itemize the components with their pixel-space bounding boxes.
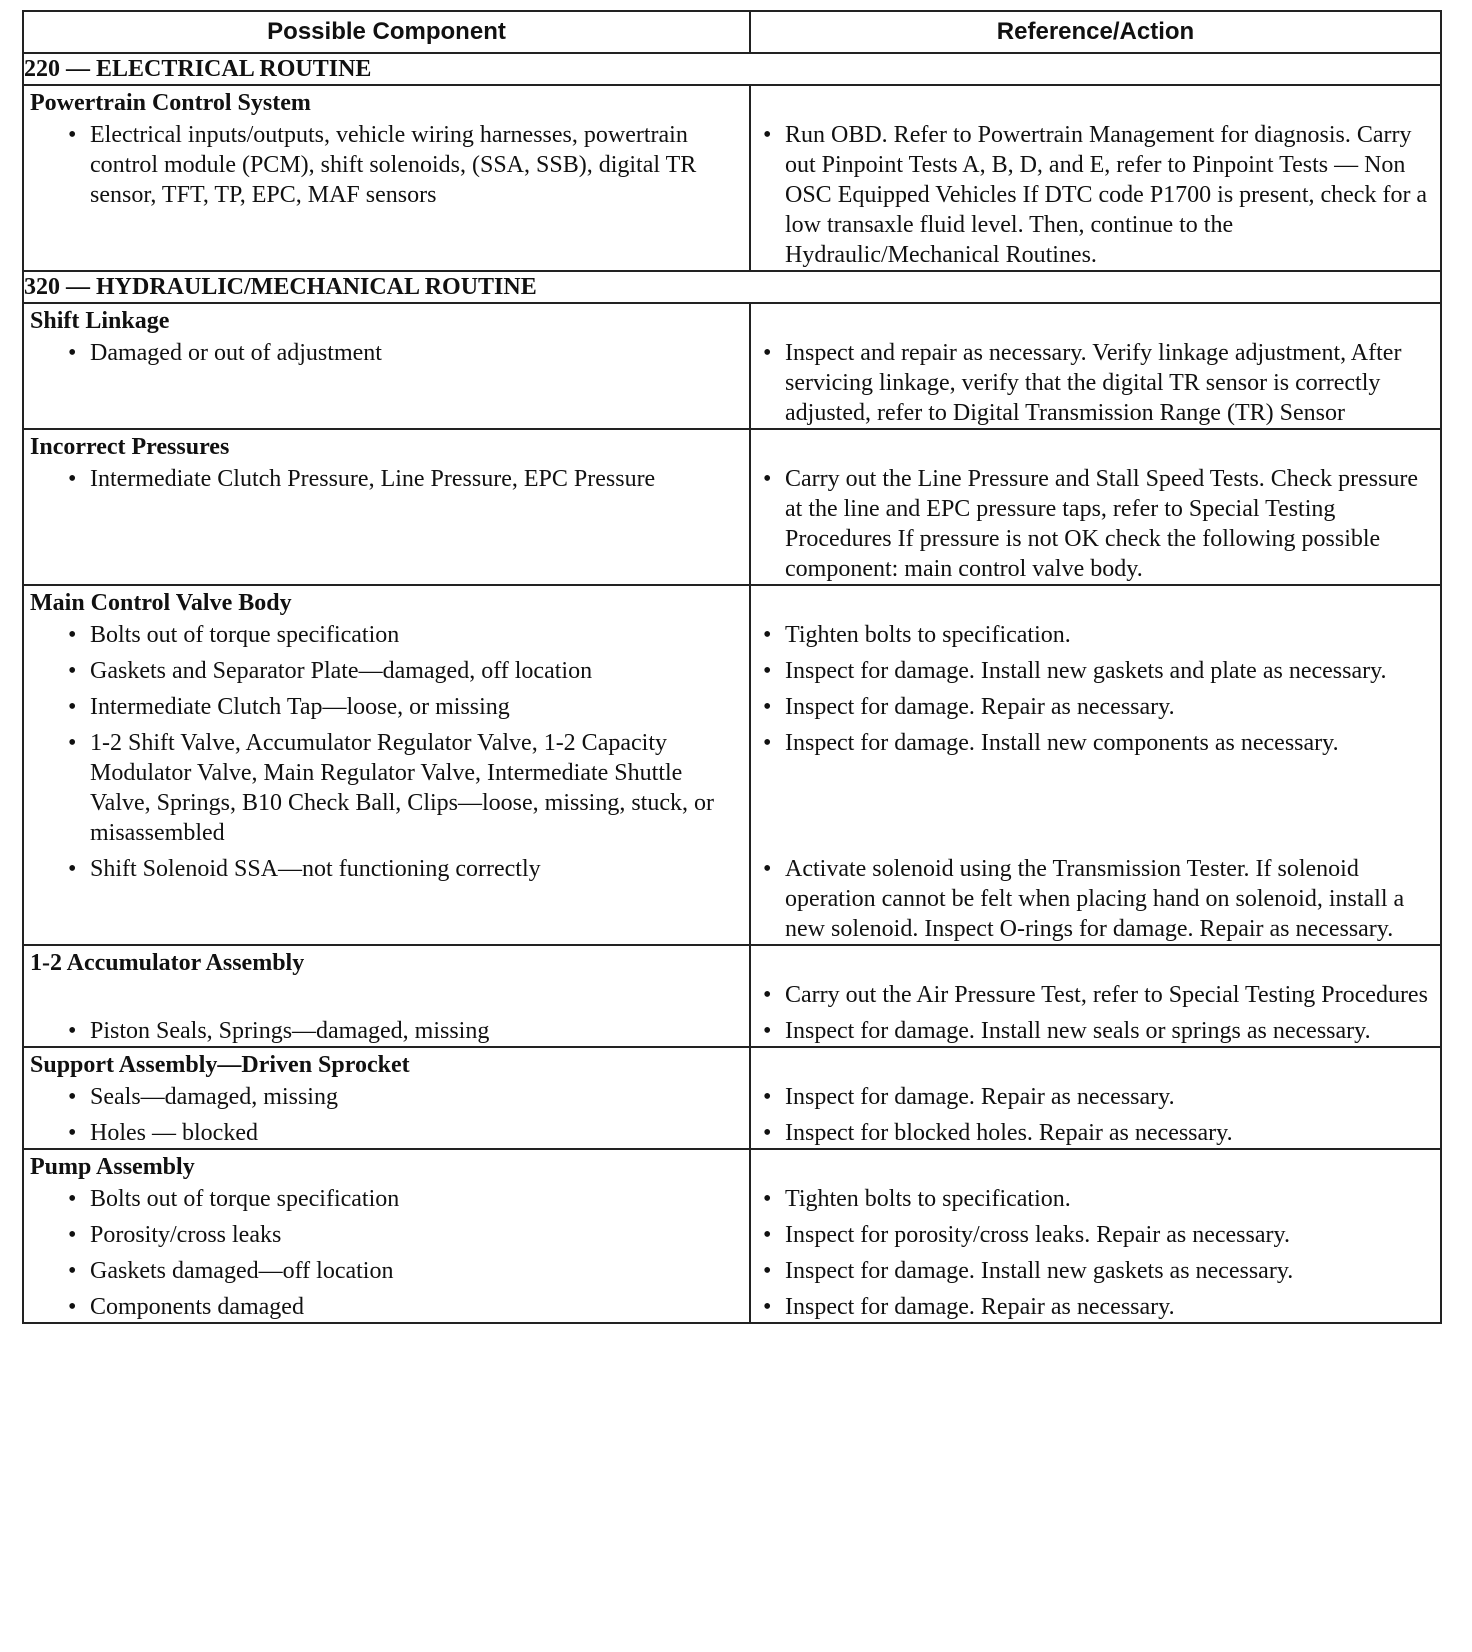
header-possible-component: Possible Component [23, 11, 750, 53]
action-cell [750, 945, 1441, 1047]
bullet: • [763, 1018, 772, 1044]
action-text: Carry out the Line Pressure and Stall Speed Tests. Check pressure at the line and EPC pressure taps, refer to Special Testing Procedures If pressure is not OK check the following possible component: main control valve body. [785, 466, 1419, 582]
component-item [24, 1292, 749, 1322]
component-text: Electrical inputs/outputs, vehicle wiring harnesses, powertrain control module (PCM), shift solenoids, (SSA, SSB), digital TR sensor, TFT, TP, EPC, MAF sensors [90, 122, 697, 208]
bullet: • [68, 1258, 77, 1284]
group-title: Powertrain Control System [30, 90, 311, 116]
component-text: Gaskets damaged—off location [90, 1258, 394, 1284]
group-title: 1-2 Accumulator Assembly [30, 950, 305, 976]
action-cell [750, 429, 1441, 585]
section-title: 320 — HYDRAULIC/MECHANICAL ROUTINE [23, 271, 1441, 303]
component-item [24, 980, 749, 1010]
action-item [751, 338, 1440, 428]
component-item [24, 464, 749, 584]
group-title: Incorrect Pressures [30, 434, 230, 460]
section-title: 220 — ELECTRICAL ROUTINE [23, 53, 1441, 85]
bullet: • [68, 856, 77, 882]
action-item [751, 1118, 1440, 1148]
action-item [751, 1082, 1440, 1112]
component-text: Components damaged [90, 1294, 304, 1320]
bullet: • [68, 1186, 77, 1212]
action-item [751, 464, 1440, 584]
bullet: • [68, 694, 77, 720]
component-item [24, 1082, 749, 1112]
component-item [24, 120, 749, 270]
action-item [751, 1292, 1440, 1322]
action-item [751, 1256, 1440, 1286]
bullet: • [68, 658, 77, 684]
action-text: Inspect for damage. Repair as necessary. [785, 1294, 1175, 1320]
action-cell [750, 1149, 1441, 1323]
action-item [751, 120, 1440, 270]
component-cell [23, 945, 750, 1047]
group-row [23, 303, 1441, 429]
action-item [751, 692, 1440, 722]
bullet: • [763, 694, 772, 720]
component-item [24, 728, 749, 848]
action-text: Carry out the Air Pressure Test, refer to Special Testing Procedures [785, 982, 1428, 1008]
bullet: • [763, 730, 772, 756]
component-text: Bolts out of torque specification [90, 622, 400, 648]
bullet: • [68, 1084, 77, 1110]
action-text: Tighten bolts to specification. [785, 1186, 1071, 1212]
action-text: Inspect for porosity/cross leaks. Repair as necessary. [785, 1222, 1290, 1248]
action-item [751, 1184, 1440, 1214]
group-row [23, 85, 1441, 271]
bullet: • [68, 122, 77, 148]
component-text: Seals—damaged, missing [90, 1084, 338, 1110]
action-text: Activate solenoid using the Transmission Tester. If solenoid operation cannot be felt when placing hand on solenoid, install a new solenoid. Inspect O-rings for damage. Repair as necessary. [785, 856, 1405, 942]
component-text: Holes — blocked [90, 1120, 258, 1146]
action-text: Run OBD. Refer to Powertrain Management for diagnosis. Carry out Pinpoint Tests A, B, D, and E, refer to Pinpoint Tests — Non OSC Equipped Vehicles If DTC code P1700 is present, check for a low transaxle fluid level. Then, continue to the Hydraulic/Mechanical Routines. [785, 122, 1428, 268]
component-cell [23, 1047, 750, 1149]
component-cell [23, 303, 750, 429]
component-text: Intermediate Clutch Tap—loose, or missing [90, 694, 510, 720]
component-item [24, 1118, 749, 1148]
component-text: Bolts out of torque specification [90, 1186, 400, 1212]
bullet: • [763, 1258, 772, 1284]
bullet: • [763, 856, 772, 882]
bullet: • [68, 1018, 77, 1044]
group-title-spacer [751, 304, 1440, 338]
bullet: • [763, 340, 772, 366]
action-text: Inspect for damage. Install new components as necessary. [785, 730, 1339, 756]
action-item [751, 620, 1440, 650]
bullet: • [763, 1120, 772, 1146]
group-title-spacer [751, 430, 1440, 464]
action-cell [750, 585, 1441, 945]
group-row [23, 1047, 1441, 1149]
bullet: • [763, 1186, 772, 1212]
bullet: • [68, 1222, 77, 1248]
action-cell [750, 303, 1441, 429]
diagnosis-table [22, 10, 1442, 1324]
component-item [24, 1184, 749, 1214]
group-title-spacer [751, 1048, 1440, 1082]
action-item [751, 1220, 1440, 1250]
bullet: • [763, 466, 772, 492]
action-item [751, 980, 1440, 1010]
group-row [23, 429, 1441, 585]
component-item [24, 656, 749, 686]
group-title: Main Control Valve Body [30, 590, 292, 616]
action-cell [750, 1047, 1441, 1149]
component-cell [23, 585, 750, 945]
bullet: • [763, 122, 772, 148]
action-cell [750, 85, 1441, 271]
component-item [24, 1220, 749, 1250]
component-item [24, 1016, 749, 1046]
bullet: • [763, 1222, 772, 1248]
component-item [24, 692, 749, 722]
component-text: Gaskets and Separator Plate—damaged, off location [90, 658, 593, 684]
action-item [751, 656, 1440, 686]
group-title-spacer [751, 586, 1440, 620]
group-row [23, 1149, 1441, 1323]
component-text: Damaged or out of adjustment [90, 340, 382, 366]
group-title-spacer [751, 86, 1440, 120]
group-title-spacer [751, 946, 1440, 980]
bullet: • [763, 622, 772, 648]
bullet: • [68, 730, 77, 756]
component-cell [23, 429, 750, 585]
component-text: Porosity/cross leaks [90, 1222, 282, 1248]
component-cell [23, 1149, 750, 1323]
bullet: • [763, 1294, 772, 1320]
action-item [751, 1016, 1440, 1046]
action-text: Inspect for damage. Install new gaskets and plate as necessary. [785, 658, 1387, 684]
component-text: Shift Solenoid SSA—not functioning correctly [90, 856, 541, 882]
group-title: Shift Linkage [30, 308, 170, 334]
action-text: Inspect and repair as necessary. Verify linkage adjustment, After servicing linkage, verify that the digital TR sensor is correctly adjusted, refer to Digital Transmission Range (TR) Sensor [785, 340, 1402, 426]
section-row [23, 271, 1441, 303]
component-item [24, 620, 749, 650]
table-body [23, 53, 1441, 1323]
group-title: Pump Assembly [30, 1154, 195, 1180]
component-text: Intermediate Clutch Pressure, Line Pressure, EPC Pressure [90, 466, 656, 492]
action-text: Inspect for damage. Install new seals or springs as necessary. [785, 1018, 1371, 1044]
bullet: • [68, 1120, 77, 1146]
component-item [24, 338, 749, 428]
bullet: • [763, 982, 772, 1008]
bullet: • [68, 466, 77, 492]
group-row [23, 585, 1441, 945]
bullet: • [763, 658, 772, 684]
group-row [23, 945, 1441, 1047]
component-text: Piston Seals, Springs—damaged, missing [90, 1018, 490, 1044]
bullet: • [68, 1294, 77, 1320]
component-cell [23, 85, 750, 271]
action-item [751, 728, 1440, 848]
group-title-spacer [751, 1150, 1440, 1184]
action-text: Inspect for blocked holes. Repair as necessary. [785, 1120, 1233, 1146]
section-row [23, 53, 1441, 85]
bullet: • [763, 1084, 772, 1110]
action-text: Inspect for damage. Repair as necessary. [785, 694, 1175, 720]
action-text: Tighten bolts to specification. [785, 622, 1071, 648]
action-text: Inspect for damage. Install new gaskets as necessary. [785, 1258, 1294, 1284]
component-text: 1-2 Shift Valve, Accumulator Regulator Valve, 1-2 Capacity Modulator Valve, Main Regulator Valve, Intermediate Shuttle Valve, Springs, B10 Check Ball, Clips—loose, missing, stuck, or misassembled [90, 730, 714, 846]
action-text: Inspect for damage. Repair as necessary. [785, 1084, 1175, 1110]
group-title: Support Assembly—Driven Sprocket [30, 1052, 410, 1078]
action-item [751, 854, 1440, 944]
header-reference-action: Reference/Action [750, 11, 1441, 53]
bullet: • [68, 340, 77, 366]
component-item [24, 854, 749, 944]
component-item [24, 1256, 749, 1286]
bullet: • [68, 622, 77, 648]
